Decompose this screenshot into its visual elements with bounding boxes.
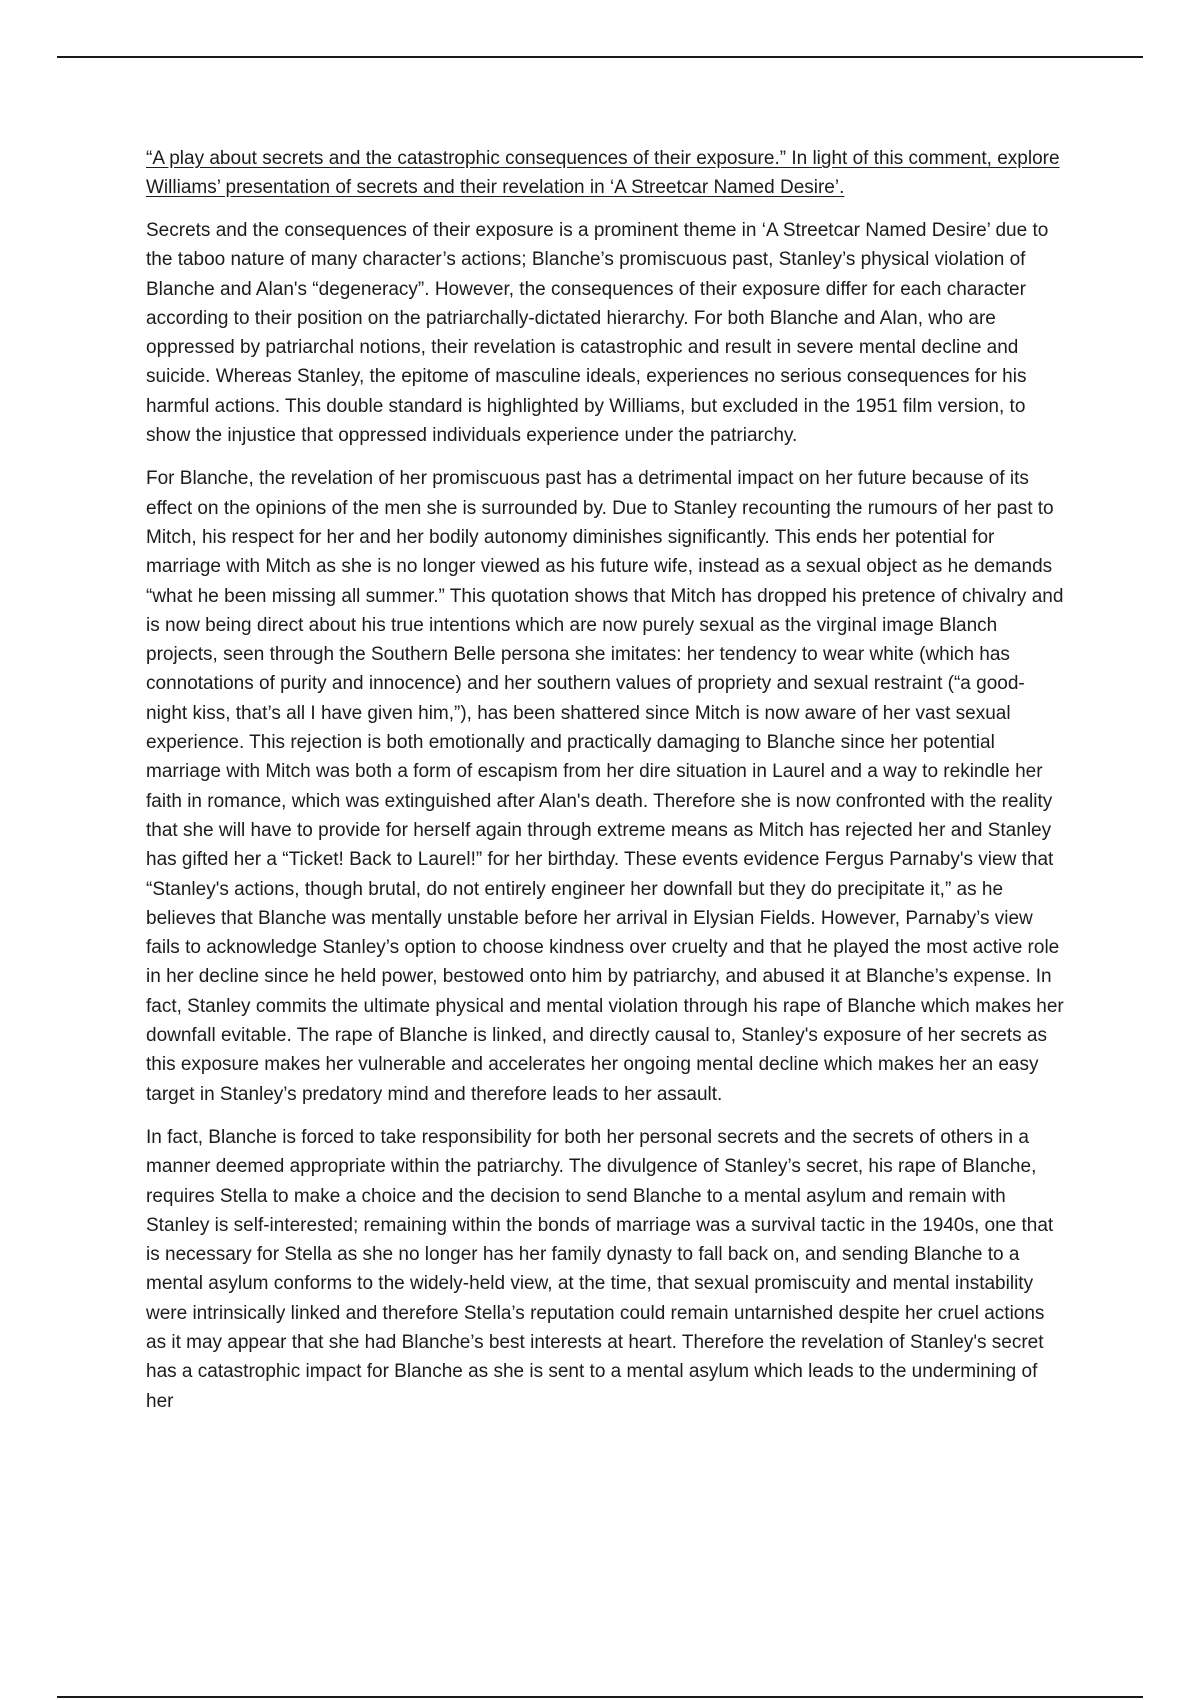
paragraph-intro: Secrets and the consequences of their exposure is a prominent theme in ‘A Streetcar Named Desire’ due to the taboo nature of many character’s actions; Blanche’s promiscuous past, Stanley’s physical violation of Blanche and Alan's “degeneracy”. However, the consequences of their exposure differ for each character according to their position on the patriarchally-dictated hierarchy. For both Blanche and Alan, who are oppressed by patriarchal notions, their revelation is catastrophic and result in severe mental decline and suicide. Whereas Stanley, the epitome of masculine ideals, experiences no serious consequences for his harmful actions. This double standard is highlighted by Williams, but excluded in the 1951 film version, to show the injustice that oppressed individuals experience under the patriarchy. [146,220,1049,447]
page-bottom-rule [57,1696,1143,1698]
paragraph-blanche-past: For Blanche, the revelation of her promiscuous past has a detrimental impact on her future because of its effect on the opinions of the men she is surrounded by. Due to Stanley recounting the rumours of her past to Mitch, his respect for her and her bodily autonomy diminishes significantly. This ends her potential for marriage with Mitch as she is no longer viewed as his future wife, instead as a sexual object as he demands “what he been missing all summer.” This quotation shows that Mitch has dropped his pretence of chivalry and is now being direct about his true intentions which are now purely sexual as the virginal image Blanch projects, seen through the Southern Belle persona she imitates: her tendency to wear white (which has connotations of purity and innocence) and her southern values of propriety and sexual restraint (“a good-night kiss, that’s all I have given him,”), has been shattered since Mitch is now aware of her vast sexual experience. This rejection is both emotionally and practically damaging to Blanche since her potential marriage with Mitch was both a form of escapism from her dire situation in Laurel and a way to rekindle her faith in romance, which was extinguished after Alan's death. Therefore she is now confronted with the reality that she will have to provide for herself again through extreme means as Mitch has rejected her and Stanley has gifted her a “Ticket! Back to Laurel!” for her birthday. These events evidence Fergus Parnaby's view that “Stanley's actions, though brutal, do not entirely engineer her downfall but they do precipitate it,” as he believes that Blanche was mentally unstable before her arrival in Elysian Fields. However, Parnaby’s view fails to acknowledge Stanley’s option to choose kindness over cruelty and that he played the most active role in her decline since he held power, bestowed onto him by patriarchy, and abused it at Blanche’s expense. In fact, Stanley commits the ultimate physical and mental violation through his rape of Blanche which makes her downfall evitable. The rape of Blanche is linked, and directly causal to, Stanley's exposure of her secrets as this exposure makes her vulnerable and accelerates her ongoing mental decline which makes her an easy target in Stanley’s predatory mind and therefore leads to her assault. [146,468,1064,1105]
page-top-rule [57,56,1143,58]
paragraph-stella-choice: In fact, Blanche is forced to take responsibility for both her personal secrets and the secrets of others in a manner deemed appropriate within the patriarchy. The divulgence of Stanley’s secret, his rape of Blanche, requires Stella to make a choice and the decision to send Blanche to a mental asylum and remain with Stanley is self-interested; remaining within the bonds of marriage was a survival tactic in the 1940s, one that is necessary for Stella as she no longer has her family dynasty to fall back on, and sending Blanche to a mental asylum conforms to the widely-held view, at the time, that sexual promiscuity and mental instability were intrinsically linked and therefore Stella’s reputation could remain untarnished despite her cruel actions as it may appear that she had Blanche’s best interests at heart. Therefore the revelation of Stanley's secret has a catastrophic impact for Blanche as she is sent to a mental asylum which leads to the undermining of her [146,1126,1054,1412]
essay-title: “A play about secrets and the catastrophic consequences of their exposure.” In light of this comment, explore Williams’ presentation of secrets and their revelation in ‘A Streetcar Named Desire’. [146,148,1060,198]
document-body [146,144,1064,1430]
